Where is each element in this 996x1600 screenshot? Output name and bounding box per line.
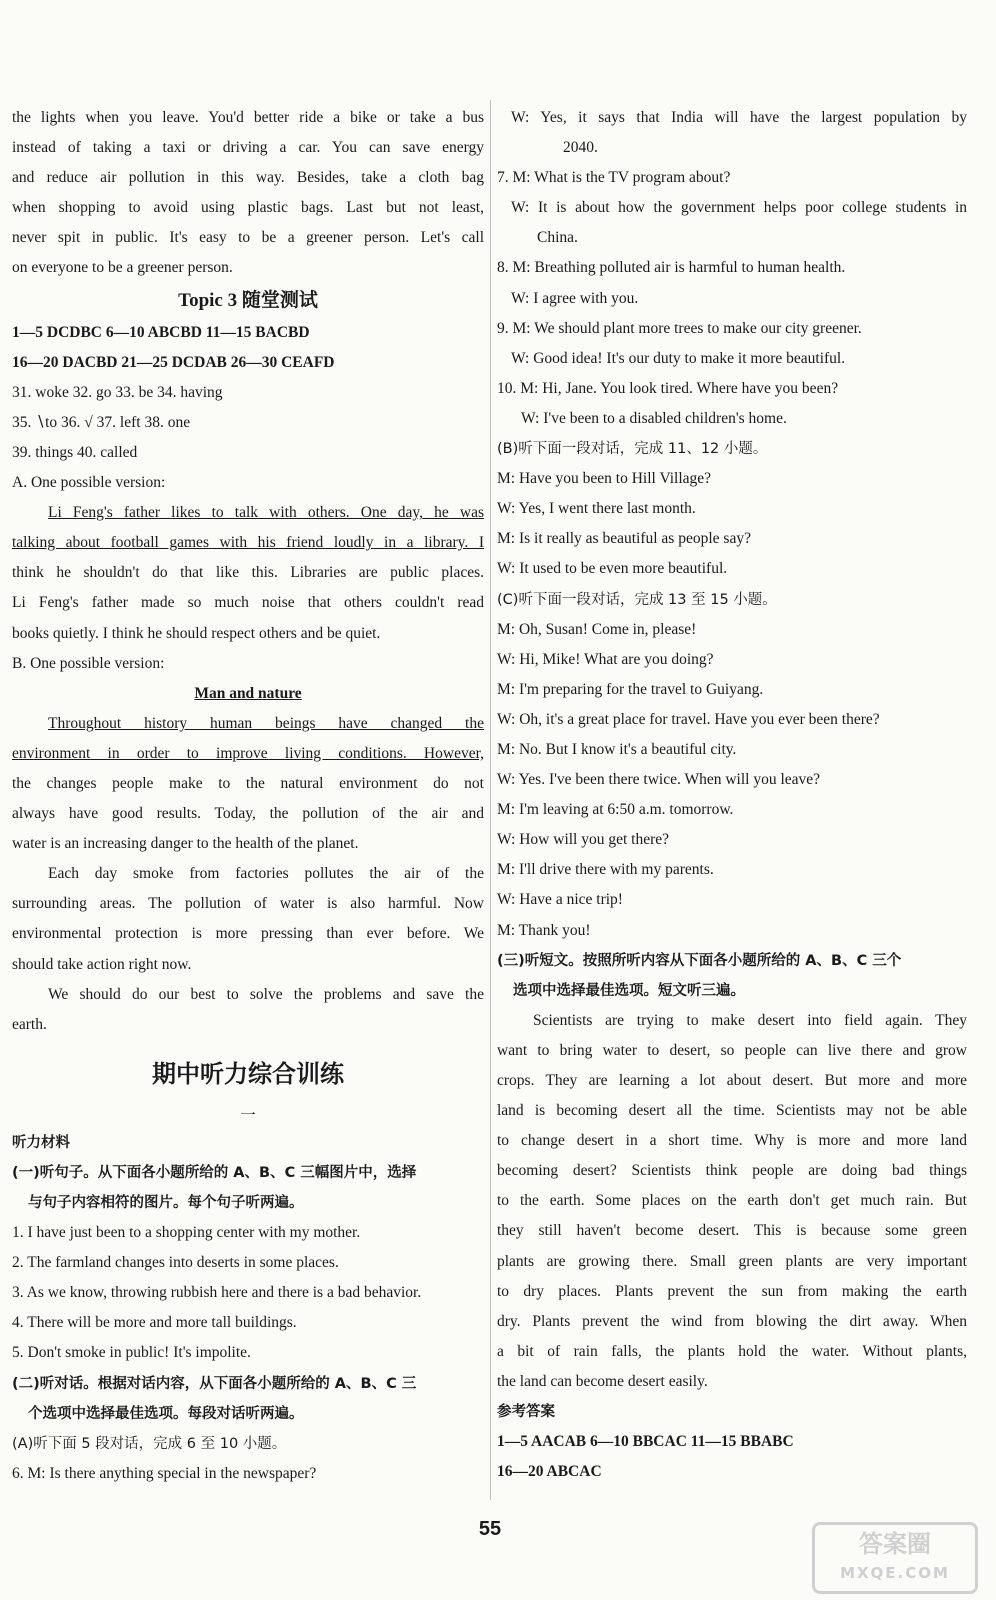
dialog-line: W: Yes. I've been there twice. When will you leave? bbox=[497, 771, 821, 789]
left-column bbox=[12, 103, 484, 1489]
text-line: they still haven't become desert. This is because some green bbox=[497, 1222, 967, 1240]
answer-line: 16—20 DACBD 21—25 DCDAB 26—30 CEAFD bbox=[12, 353, 335, 371]
dialog-line: W: It used to be even more beautiful. bbox=[497, 560, 728, 578]
part3-instruction: (三)听短文。按照所听内容从下面各小题所给的 A、B、C 三个 bbox=[497, 952, 902, 969]
text-line: talking about football games with his friend loudly in a library. I bbox=[12, 534, 484, 552]
answer-line: 39. things 40. called bbox=[12, 443, 138, 461]
dialog-line: M: I'm leaving at 6:50 a.m. tomorrow. bbox=[497, 801, 734, 819]
section-title: 期中听力综合训练 bbox=[152, 1059, 344, 1088]
dialog-line: W: Hi, Mike! What are you doing? bbox=[497, 650, 714, 668]
dialog-line: (C)听下面一段对话，完成 13 至 15 小题。 bbox=[497, 591, 777, 608]
dialog-line: China. bbox=[537, 229, 578, 247]
essay-text bbox=[12, 709, 484, 1040]
text-line: surrounding areas. The pollution of water is also harmful. Now bbox=[12, 895, 484, 913]
text-line: plants are growing there. Small green plants are very important bbox=[497, 1252, 967, 1270]
dialog-line: W: Yes, I went there last month. bbox=[497, 500, 696, 518]
list-item: 1. I have just been to a shopping center with my mother. bbox=[12, 1224, 361, 1242]
dialog-line: M: Have you been to Hill Village? bbox=[497, 470, 712, 488]
dialog-line: W: I've been to a disabled children's home. bbox=[521, 409, 787, 427]
version-a-label: A. One possible version: bbox=[12, 474, 166, 492]
dialog-line: M: No. But I know it's a beautiful city. bbox=[497, 740, 737, 758]
materials-label: 听力材料 bbox=[12, 1134, 70, 1151]
text-line: books quietly. I think he should respect others and be quiet. bbox=[12, 624, 381, 642]
text-line: to the earth. Some places on the earth don't get much rain. But bbox=[497, 1192, 967, 1210]
dialog-line: 10. M: Hi, Jane. You look tired. Where have you been? bbox=[497, 379, 839, 397]
part2-instruction: 个选项中选择最佳选项。每段对话听两遍。 bbox=[28, 1405, 304, 1422]
text-line: on everyone to be a greener person. bbox=[12, 259, 233, 277]
section-subtitle: 一 bbox=[240, 1106, 256, 1124]
text-line: think he shouldn't do that like this. Libraries are public places. bbox=[12, 564, 484, 582]
text-line: never spit in public. It's easy to be a greener person. Let's call bbox=[12, 229, 484, 247]
text-line: land is becoming desert all the time. Scientists may not be able bbox=[497, 1102, 967, 1120]
text-line: dry. Plants prevent the wind from blowing the dirt away. When bbox=[497, 1312, 967, 1330]
text-line: Each day smoke from factories pollutes the air of the bbox=[48, 865, 484, 883]
dialog-line: M: Is it really as beautiful as people say? bbox=[497, 530, 751, 548]
text-line: always have good results. Today, the pollution of the air and bbox=[12, 805, 484, 823]
list-item: 3. As we know, throwing rubbish here and there is a bad behavior. bbox=[12, 1284, 422, 1302]
dialog-line: M: Oh, Susan! Come in, please! bbox=[497, 620, 697, 638]
dialog-line: W: Have a nice trip! bbox=[497, 891, 623, 909]
part2-instruction: (二)听对话。根据对话内容，从下面各小题所给的 A、B、C 三 bbox=[12, 1375, 417, 1392]
dialog-line: 2040. bbox=[563, 139, 598, 157]
version-a-text bbox=[12, 498, 484, 648]
text-line: Scientists are trying to make desert into field again. They bbox=[533, 1011, 967, 1029]
answer-block bbox=[12, 318, 484, 468]
answer-line: 35. ∖to 36. √ 37. left 38. one bbox=[12, 413, 191, 431]
sentence-list bbox=[12, 1218, 484, 1368]
text-line: when shopping to avoid using plastic bags. Last but not least, bbox=[12, 199, 484, 217]
text-line: the changes people make to the natural environment do not bbox=[12, 774, 484, 792]
text-line: Li Feng's father likes to talk with others. One day, he was bbox=[48, 504, 484, 522]
dialog-line: 9. M: We should plant more trees to make our city greener. bbox=[497, 319, 862, 337]
text-line: want to bring water to desert, so people can live there and grow bbox=[497, 1041, 967, 1059]
list-item: 5. Don't smoke in public! It's impolite. bbox=[12, 1344, 251, 1362]
part1-instruction: (一)听句子。从下面各小题所给的 A、B、C 三幅图片中，选择 bbox=[12, 1164, 417, 1181]
dialog-list bbox=[497, 103, 967, 946]
text-line: to change desert in a short time. Why is more and more land bbox=[497, 1132, 967, 1150]
text-line: the land can become desert easily. bbox=[497, 1372, 708, 1390]
part2a-instruction: (A)听下面 5 段对话，完成 6 至 10 小题。 bbox=[12, 1435, 287, 1452]
dialog-line: (B)听下面一段对话，完成 11、12 小题。 bbox=[497, 441, 768, 458]
list-item: 4. There will be more and more tall buildings. bbox=[12, 1314, 297, 1332]
dialog-line: W: How will you get there? bbox=[497, 831, 670, 849]
answer-line: 31. woke 32. go 33. be 34. having bbox=[12, 383, 223, 401]
dialog-line: W: Oh, it's a great place for travel. Have you ever been there? bbox=[497, 710, 880, 728]
intro-paragraph bbox=[12, 103, 484, 284]
text-line: instead of taking a taxi or driving a car. You can save energy bbox=[12, 139, 484, 157]
dialog-line: W: It is about how the government helps poor college students in bbox=[511, 199, 967, 217]
topic-heading: Topic 3 随堂测试 bbox=[178, 289, 318, 311]
text-line: We should do our best to solve the problems and save the bbox=[48, 985, 484, 1003]
dialog-line: W: I agree with you. bbox=[511, 289, 639, 307]
text-line: and reduce air pollution in this way. Besides, take a cloth bag bbox=[12, 169, 484, 187]
dialog-line: W: Yes, it says that India will have the largest population by bbox=[511, 109, 967, 126]
page-number: 55 bbox=[478, 1518, 502, 1540]
right-column bbox=[497, 103, 967, 1487]
column-divider bbox=[490, 100, 491, 1500]
dialog-line: M: Thank you! bbox=[497, 921, 591, 939]
text-line: to dry places. Plants prevent the sun from making the earth bbox=[497, 1282, 967, 1300]
dialog-line: M: I'm preparing for the travel to Guiyang. bbox=[497, 680, 764, 698]
text-line: environmental protection is more pressing than ever before. We bbox=[12, 925, 484, 943]
part1-instruction: 与句子内容相符的图片。每个句子听两遍。 bbox=[28, 1195, 304, 1211]
text-line: Li Feng's father made so much noise that others couldn't read bbox=[12, 594, 484, 612]
answer-key-label: 参考答案 bbox=[497, 1404, 555, 1421]
dialog-line: 7. M: What is the TV program about? bbox=[497, 169, 731, 187]
answer-key-line: 1—5 AACAB 6—10 BBCAC 11—15 BBABC bbox=[497, 1433, 794, 1451]
text-line: a bit of rain falls, the plants hold the water. Without plants, bbox=[497, 1342, 967, 1360]
part3-instruction: 选项中选择最佳选项。短文听三遍。 bbox=[513, 982, 745, 999]
version-b-label: B. One possible version: bbox=[12, 654, 165, 672]
answer-key-line: 16—20 ABCAC bbox=[497, 1463, 602, 1481]
answer-line: 1—5 DCDBC 6—10 ABCBD 11—15 BACBD bbox=[12, 323, 310, 341]
text-line: crops. They are learning a lot about desert. But more and more bbox=[497, 1072, 967, 1089]
watermark-text: 答案圈 bbox=[859, 1530, 931, 1558]
list-item: 2. The farmland changes into deserts in some places. bbox=[12, 1254, 339, 1272]
watermark-url: MXQE.COM bbox=[840, 1564, 950, 1582]
dialog-line: W: Good idea! It's our duty to make it more beautiful. bbox=[511, 349, 846, 367]
essay-title: Man and nature bbox=[194, 684, 302, 702]
text-line: earth. bbox=[12, 1015, 47, 1033]
text-line: water is an increasing danger to the health of the planet. bbox=[12, 835, 359, 853]
watermark-logo bbox=[812, 1522, 978, 1594]
text-line: environment in order to improve living conditions. However, bbox=[12, 744, 484, 762]
text-line: becoming desert? Scientists think people are doing bad things bbox=[497, 1162, 967, 1180]
passage-text bbox=[497, 1006, 967, 1397]
text-line: the lights when you leave. You'd better ride a bike or take a bus bbox=[12, 109, 484, 126]
text-line: Throughout history human beings have changed the bbox=[48, 714, 484, 732]
text-line: should take action right now. bbox=[12, 955, 192, 973]
dialog-line: 8. M: Breathing polluted air is harmful to human health. bbox=[497, 259, 846, 277]
list-item: 6. M: Is there anything special in the newspaper? bbox=[12, 1464, 317, 1482]
dialog-line: M: I'll drive there with my parents. bbox=[497, 861, 714, 879]
